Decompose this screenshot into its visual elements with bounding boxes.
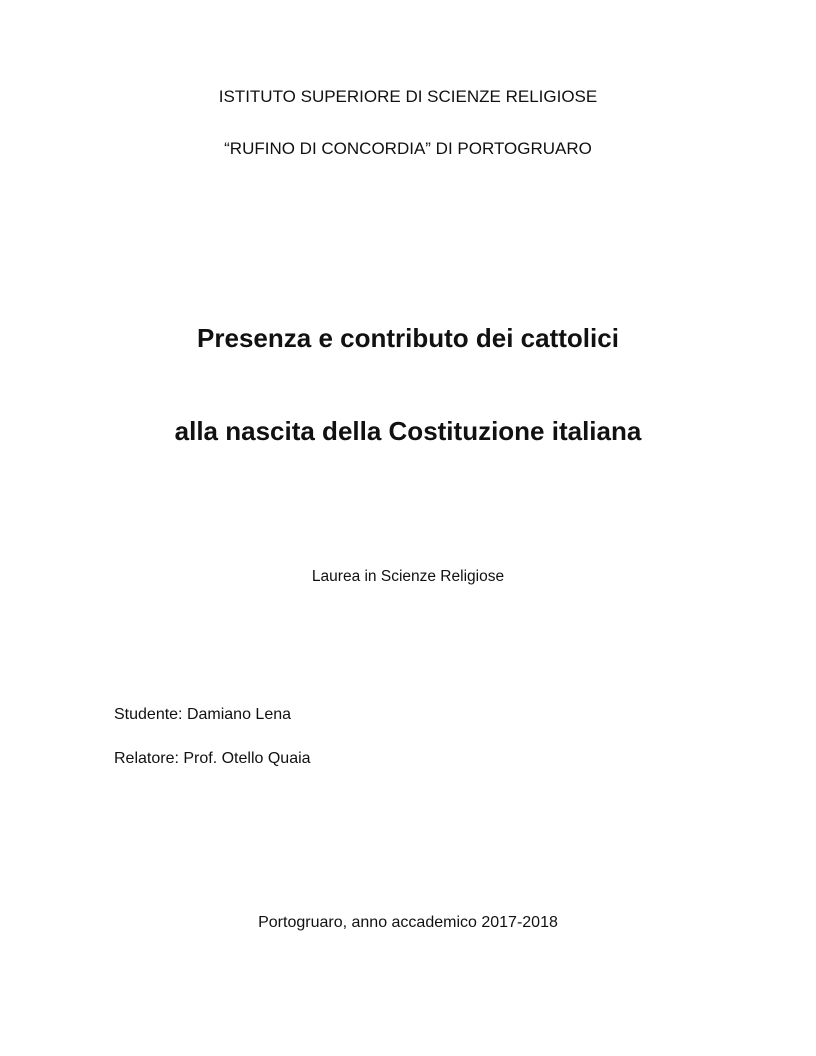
place-and-academic-year: Portogruaro, anno accademico 2017-2018: [258, 914, 558, 931]
thesis-title-line-1: Presenza e contributo dei cattolici: [197, 323, 619, 353]
student-name: Studente: Damiano Lena: [114, 706, 292, 723]
thesis-title-line-2: alla nascita della Costituzione italiana: [174, 416, 642, 446]
institute-name: ISTITUTO SUPERIORE DI SCIENZE RELIGIOSE: [218, 87, 598, 106]
degree-label: Laurea in Scienze Religiose: [311, 568, 505, 585]
institute-location: “RUFINO DI CONCORDIA” DI PORTOGRUARO: [224, 139, 592, 158]
supervisor-name: Relatore: Prof. Otello Quaia: [114, 750, 311, 767]
